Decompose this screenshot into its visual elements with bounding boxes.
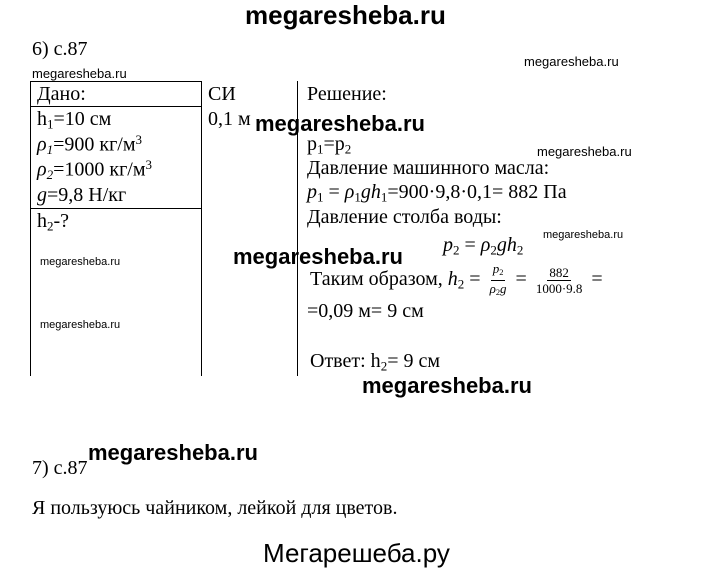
solution-equality: $p_1=p_2$ (307, 133, 352, 157)
water-caption: Давление столба воды: (307, 206, 502, 228)
given-rho2: $\rho_2=1000$ $кг/м^3$ (37, 157, 153, 182)
given-top-border (30, 81, 202, 82)
given-g: g=9,8 Н/кг (37, 184, 127, 206)
find-h2: $h_2-$? (37, 210, 70, 234)
watermark-left-small: megaresheba.ru (32, 66, 127, 81)
si-value: 0,1 м (208, 108, 251, 130)
given-right-border (201, 81, 202, 376)
oil-caption: Давление машинного масла: (307, 157, 550, 179)
result-line: =0,09 м= 9 см (307, 300, 424, 322)
given-header-divider (30, 106, 202, 107)
watermark-right-small-2: megaresheba.ru (537, 144, 632, 159)
task7-text: Я пользуюсь чайником, лейкой для цветов. (32, 497, 398, 519)
find-divider (30, 208, 202, 209)
watermark-overlay-1: megaresheba.ru (255, 111, 425, 136)
watermark-left-tiny-2: megaresheba.ru (40, 319, 121, 331)
given-h1: $h_1=10$ см (37, 108, 112, 132)
solution-header: Решение: (307, 83, 387, 105)
task6-header: 6) с.87 (32, 38, 88, 60)
watermark-below-table: megaresheba.ru (362, 373, 532, 398)
watermark-top: megaresheba.ru (245, 0, 446, 30)
given-header: Дано: (37, 83, 86, 105)
fraction-882-over-product: $\frac{882}{1000\cdot 9.8}$ (535, 265, 583, 297)
task7-header: 7) с.87 (32, 457, 88, 479)
thus-line: Таким образом, $h_2$ = $\frac{p_2}{\rho_2g}$ = $\frac{882}{1000\cdot 9.8}$ = (310, 261, 603, 300)
watermark-center-big: megaresheba.ru (233, 244, 403, 269)
fraction-p2-over-rho2g: $\frac{p_2}{\rho_2g}$ (489, 261, 507, 298)
given-rho1: $\rho_1=900$ $кг/м^3$ (37, 132, 143, 157)
watermark-right-small-1: megaresheba.ru (524, 54, 619, 69)
watermark-right-small-3: megaresheba.ru (543, 229, 624, 241)
answer-line: Ответ: $h_2= 9$ см (310, 350, 440, 374)
p2-formula: $p_2 = \rho_2gh_2$ (443, 234, 524, 258)
p1-formula: $p_1 = \rho_1gh_1=900\cdot 9,8\cdot 0,1= 882$ Па (307, 181, 567, 205)
watermark-left-tiny-1: megaresheba.ru (40, 256, 121, 268)
watermark-bottom-left: megaresheba.ru (88, 440, 258, 465)
given-left-border (30, 81, 31, 376)
si-header: СИ (208, 83, 236, 105)
footer-title: Мегарешеба.ру (263, 538, 450, 568)
